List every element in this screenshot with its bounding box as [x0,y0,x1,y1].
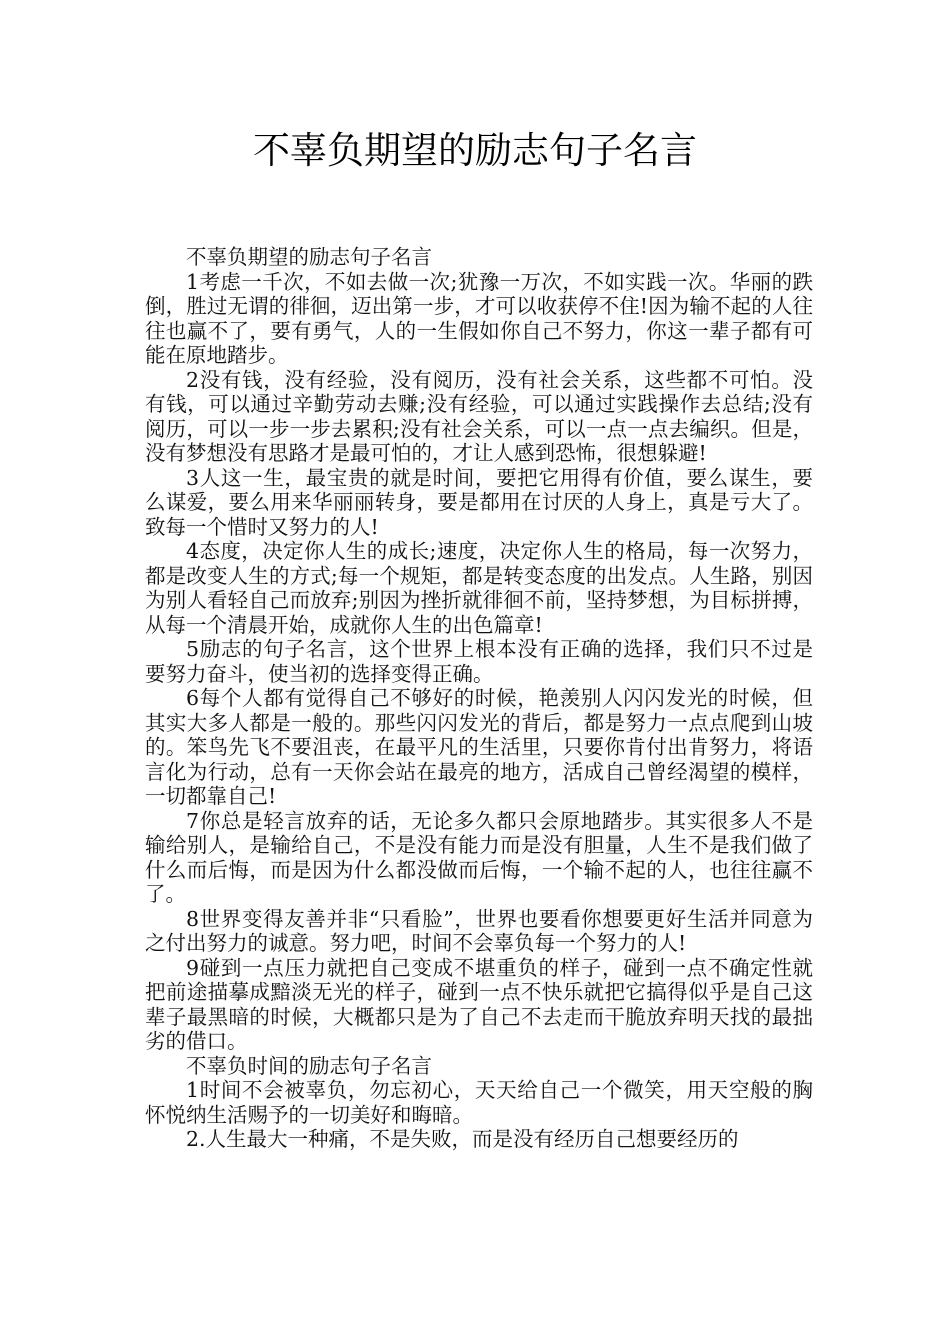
paragraph: 8世界变得友善并非“只看脸”，世界也要看你想要更好生活并同意为之付出努力的诚意。努力吧，时间不会辜负每一个努力的人! [145,906,813,955]
paragraph: 5励志的句子名言，这个世界上根本没有正确的选择，我们只不过是要努力奋斗，使当初的选择变得正确。 [145,637,813,686]
paragraph: 9碰到一点压力就把自己变成不堪重负的样子，碰到一点不确定性就把前途描摹成黯淡无光的样子，碰到一点不快乐就把它搞得似乎是自己这辈子最黑暗的时候，大概都只是为了自己不去走而干脆放弃明天找的最拙劣的借口。 [145,955,813,1053]
paragraph: 2没有钱，没有经验，没有阅历，没有社会关系，这些都不可怕。没有钱，可以通过辛勤劳动去赚;没有经验，可以通过实践操作去总结;没有阅历，可以一步一步去累积;没有社会关系，可以一点一点去编织。但是，没有梦想没有思路才是最可怕的，才让人感到恐怖，很想躲避! [145,367,813,465]
paragraph: 1时间不会被辜负，勿忘初心，天天给自己一个微笑，用天空般的胸怀悦纳生活赐予的一切美好和晦暗。 [145,1078,813,1127]
section-heading: 不辜负期望的励志句子名言 [186,245,432,269]
paragraph: 4态度，决定你人生的成长;速度，决定你人生的格局，每一次努力，都是改变人生的方式;每一个规矩，都是转变态度的出发点。人生路，别因为别人看轻自己而放弃;别因为挫折就徘徊不前，坚持梦想，为目标拼搏，从每一个清晨开始，成就你人生的出色篇章! [145,539,813,637]
paragraph: 2.人生最大一种痛，不是失败，而是没有经历自己想要经历的 [186,1127,739,1151]
paragraph: 6每个人都有觉得自己不够好的时候，艳羡别人闪闪发光的时候，但其实大多人都是一般的。那些闪闪发光的背后，都是努力一点点爬到山坡的。笨鸟先飞不要沮丧，在最平凡的生活里，只要你肯付出肯努力，将语言化为行动，总有一天你会站在最亮的地方，活成自己曾经渴望的模样，一切都靠自己! [145,686,813,808]
document-title: 不辜负期望的励志句子名言 [253,129,697,172]
paragraph: 3人这一生，最宝贵的就是时间，要把它用得有价值，要么谋生，要么谋爱，要么用来华丽丽转身，要是都用在讨厌的人身上，真是亏大了。致每一个惜时又努力的人! [145,465,813,539]
paragraph: 1考虑一千次，不如去做一次;犹豫一万次，不如实践一次。华丽的跌倒，胜过无谓的徘徊，迈出第一步，才可以收获停不住!因为输不起的人往往也赢不了，要有勇气，人的一生假如你自己不努力，你这一辈子都有可能在原地踏步。 [145,269,813,367]
document-body [145,245,813,1152]
section-heading: 不辜负时间的励志句子名言 [186,1053,432,1078]
paragraph: 7你总是轻言放弃的话，无论多久都只会原地踏步。其实很多人不是输给别人，是输给自己，不是没有能力而是没有胆量，人生不是我们做了什么而后悔，而是因为什么都没做而后悔，一个输不起的人，也往往赢不了。 [145,808,813,906]
